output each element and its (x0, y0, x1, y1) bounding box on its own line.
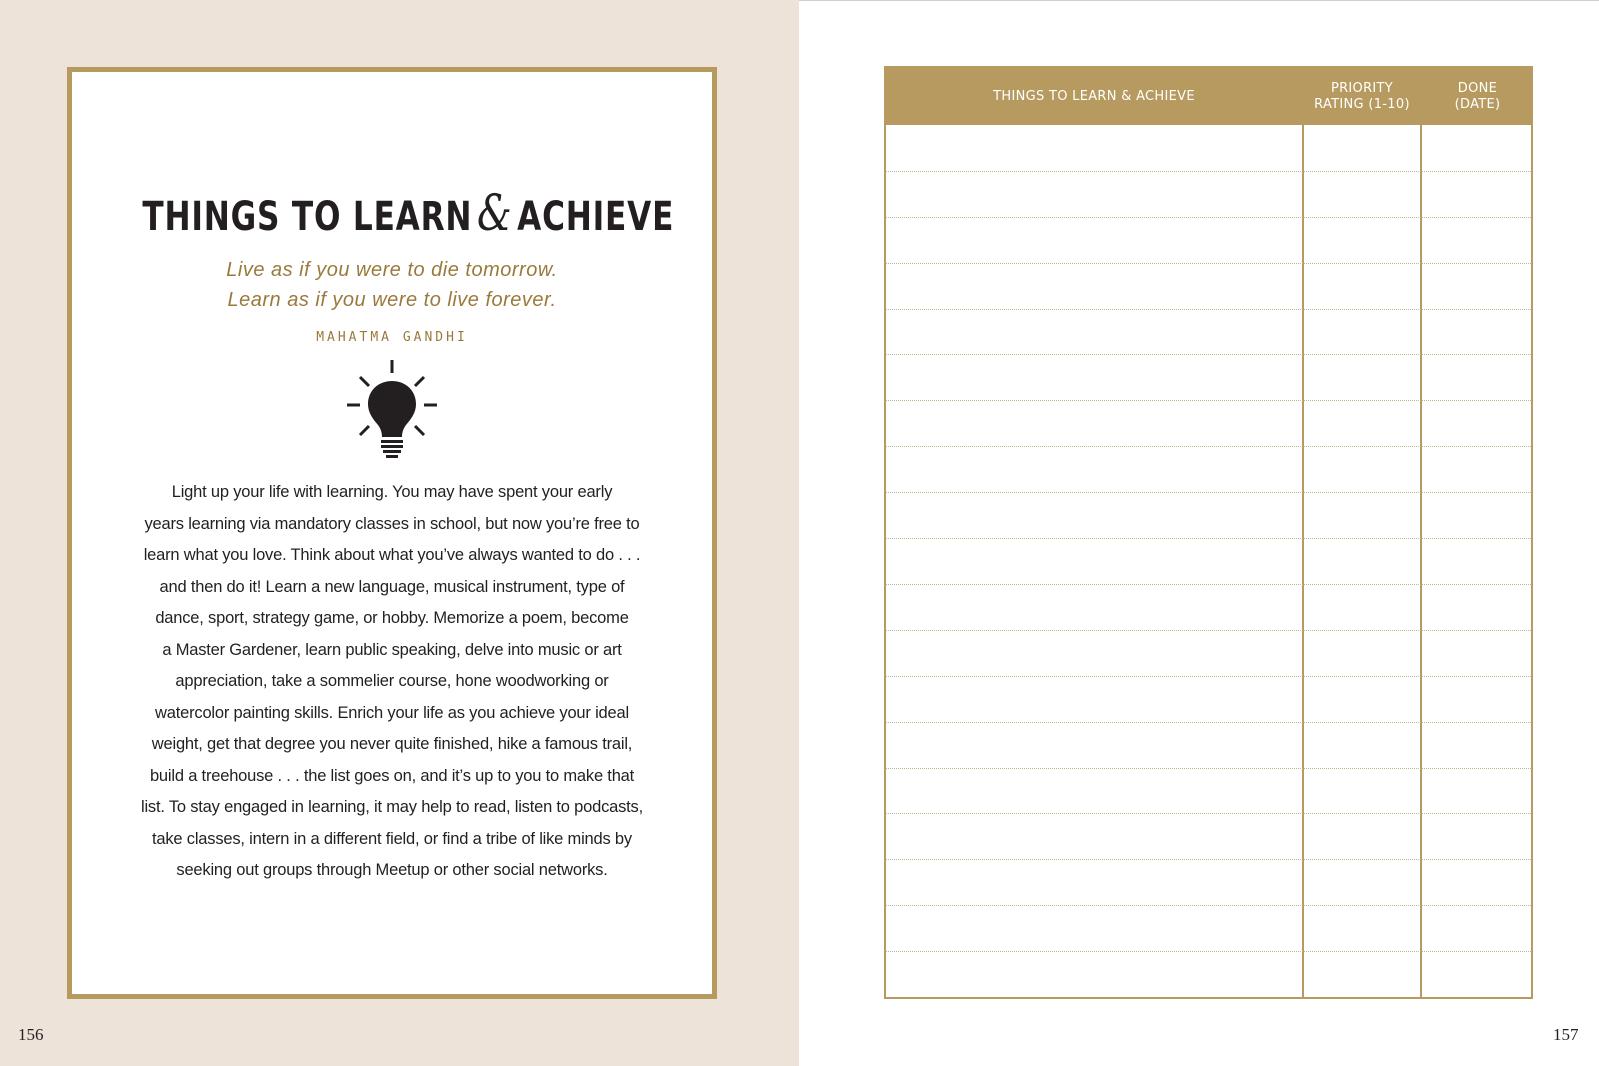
title-ampersand: & (476, 184, 513, 242)
header-label: THINGS TO LEARN & ACHIEVE (993, 88, 1195, 104)
body-line: build a treehouse . . . the list goes on, and it’s up to you to make that (149, 766, 635, 785)
body-line: years learning via mandatory classes in school, but now you’re free to (144, 514, 640, 533)
body-line: seeking out groups through Meetup or other social networks. (176, 861, 608, 879)
body-line: learn what you love. Think about what you’ve always wanted to do . . . (143, 546, 641, 564)
title-part-1: THINGS TO LEARN (142, 194, 473, 240)
page-title (142, 184, 675, 242)
quote-line: Live as if you were to die tomorrow. (226, 259, 558, 281)
header-label: RATING (1-10) (1314, 96, 1410, 112)
body-line: dance, sport, strategy game, or hobby. Memorize a poem, become (155, 609, 629, 627)
table-row (886, 171, 1531, 173)
table-row (886, 630, 1531, 632)
body-paragraph (102, 477, 682, 887)
body-line: watercolor painting skills. Enrich your life as you achieve your ideal (155, 703, 629, 722)
left-page (0, 0, 799, 1066)
header-label: DONE (1457, 80, 1498, 96)
header-things-to-learn (886, 68, 1302, 125)
table-row (886, 217, 1531, 219)
table-row (886, 676, 1531, 678)
table-row (886, 951, 1531, 953)
header-priority-rating (1304, 68, 1420, 125)
quote (72, 255, 712, 315)
header-label: PRIORITY (1330, 80, 1394, 96)
body-line: and then do it! Learn a new language, musical instrument, type of (159, 577, 625, 596)
tracking-table (884, 66, 1533, 999)
table-row (886, 538, 1531, 540)
title-part-2: ACHIEVE (517, 194, 675, 240)
lightbulb-icon (342, 357, 442, 462)
body-line: a Master Gardener, learn public speaking, delve into music or art (162, 640, 622, 659)
table-row (886, 492, 1531, 494)
header-done-date (1422, 68, 1533, 125)
quote-line: Learn as if you were to live forever. (227, 289, 557, 311)
table-header (886, 68, 1531, 125)
table-row (886, 768, 1531, 770)
body-line: Light up your life with learning. You may have spent your early (171, 483, 613, 501)
page-number-left: 156 (18, 1025, 44, 1044)
table-row (886, 354, 1531, 356)
table-row (886, 813, 1531, 815)
body-line: take classes, intern in a different field, or find a tribe of like minds by (152, 829, 632, 848)
table-row (886, 905, 1531, 907)
intro-card (67, 67, 717, 999)
table-row (886, 859, 1531, 861)
table-row (886, 309, 1531, 311)
page-number-right: 157 (1553, 1025, 1579, 1044)
quote-attribution: MAHATMA GANDHI (316, 330, 468, 345)
table-rows (886, 125, 1531, 997)
body-line: list. To stay engaged in learning, it may help to read, listen to podcasts, (141, 798, 643, 816)
body-line: appreciation, take a sommelier course, hone woodworking or (175, 672, 609, 690)
header-label: (DATE) (1454, 96, 1501, 112)
table-row (886, 722, 1531, 724)
table-row (886, 400, 1531, 402)
body-line: weight, get that degree you never quite finished, hike a famous trail, (151, 735, 633, 753)
table-row (886, 446, 1531, 448)
table-row (886, 584, 1531, 586)
table-row (886, 263, 1531, 265)
